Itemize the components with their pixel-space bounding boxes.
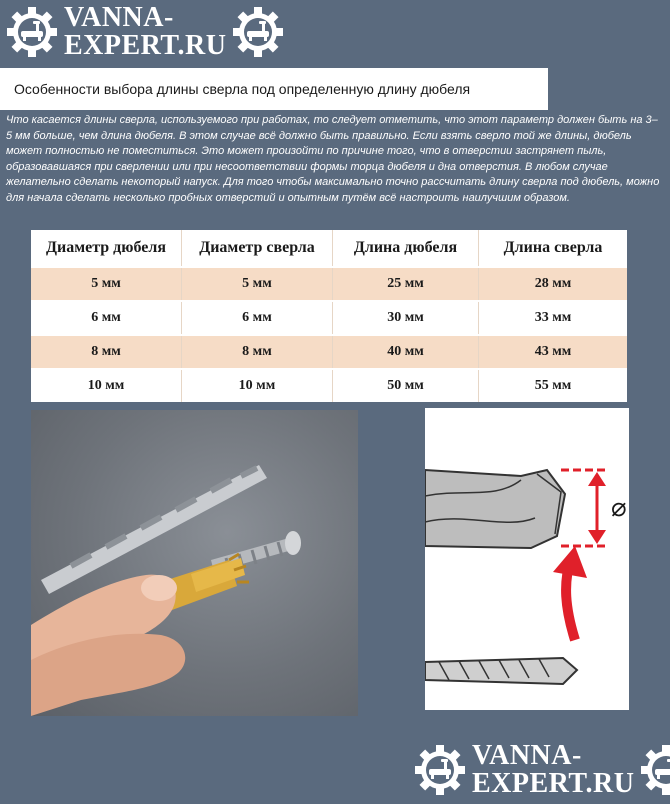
diameter-symbol: ⌀: [611, 493, 627, 523]
header-dowel-diameter: Диаметр дюбеля: [31, 230, 181, 267]
table-row: [31, 369, 627, 402]
drill-diameter-diagram: [425, 408, 629, 710]
table-cell: 50 мм: [332, 369, 478, 402]
table-row: [31, 267, 627, 301]
table-cell: 8 мм: [31, 335, 181, 369]
table-cell: 6 мм: [181, 301, 332, 335]
table-cell: 33 мм: [479, 301, 627, 335]
site-logo-top[interactable]: [6, 4, 284, 60]
photo-illustration: [31, 410, 358, 716]
logo-line1: VANNA-: [472, 740, 582, 771]
table-cell: 10 мм: [181, 369, 332, 402]
header-drill-length: Длина сверла: [479, 230, 627, 267]
table-row: [31, 335, 627, 369]
table-cell: 43 мм: [479, 335, 627, 369]
table-cell: 28 мм: [479, 267, 627, 301]
hand-icon: [31, 575, 185, 716]
page-title: Особенности выбора длины сверла под определенную длину дюбеля: [14, 81, 471, 97]
table-header-row: [31, 230, 627, 267]
logo-line1: VANNA-: [64, 2, 174, 33]
photo-drill-and-dowel: [31, 410, 358, 716]
logo-line2: EXPERT.RU: [64, 30, 227, 61]
gear-bathtub-icon: [414, 744, 466, 796]
title-bar: [0, 68, 548, 110]
gear-bathtub-icon: [6, 6, 58, 58]
header-dowel-length: Длина дюбеля: [332, 230, 478, 267]
table-cell: 6 мм: [31, 301, 181, 335]
table-cell: 5 мм: [31, 267, 181, 301]
table-cell: 25 мм: [332, 267, 478, 301]
table-row: [31, 301, 627, 335]
table-cell: 8 мм: [181, 335, 332, 369]
table-cell: 55 мм: [479, 369, 627, 402]
header-drill-diameter: Диаметр сверла: [181, 230, 332, 267]
diagram-illustration: [425, 408, 629, 710]
gear-bathtub-icon: [232, 6, 284, 58]
table-cell: 5 мм: [181, 267, 332, 301]
intro-paragraph: Что касается длины сверла, используемого при работах, то следует отметить, что этот параметр должен быть на 3–5 мм больше, чем длина дюбеля. В этом случае всё должно быть правильно. Если взять сверло той же длины, дюбель может полностью не поместиться. Это может произойти по причине того, что в отверстии застрянет пыль, образовавшаяся при сверлении или при несоответствии формы торца дюбеля и дна отверстия. В любом случае желательно сделать некоторый напуск. Для того чтобы максимально точно рассчитать длину сверла под дюбель, можно для начала сделать несколько пробных отверстий и опытным путём всё настроить наилучшим образом.: [6, 114, 660, 204]
site-logo-bottom[interactable]: [414, 742, 670, 798]
table-cell: 40 мм: [332, 335, 478, 369]
table-cell: 10 мм: [31, 369, 181, 402]
logo-text: [64, 4, 226, 60]
table-cell: 30 мм: [332, 301, 478, 335]
gear-bathtub-icon: [640, 744, 670, 796]
dimensions-table: [31, 230, 627, 393]
logo-text: [472, 742, 634, 798]
logo-line2: EXPERT.RU: [472, 768, 635, 799]
